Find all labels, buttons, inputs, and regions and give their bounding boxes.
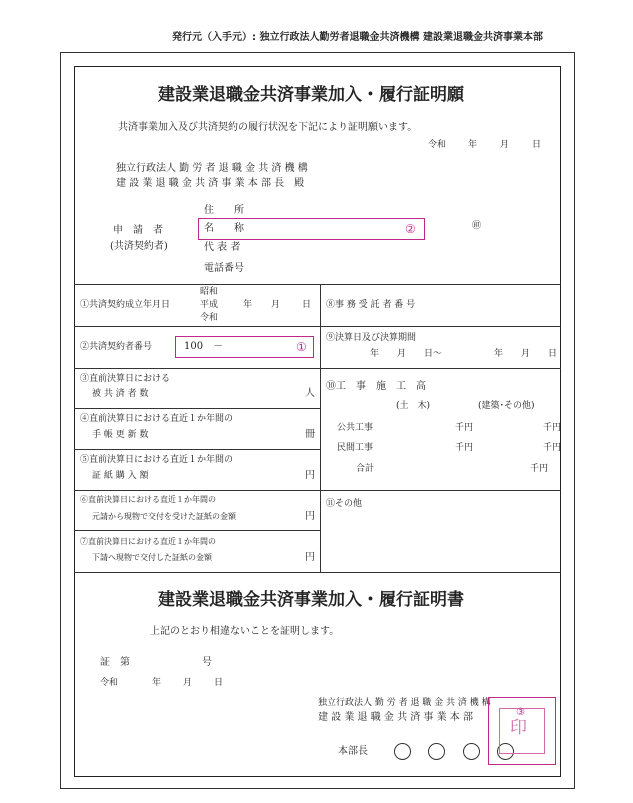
row-divider [74,408,320,409]
field-phone-label: 電話番号 [204,263,244,274]
r9-period-start: 年 月 日〜 [370,349,443,359]
publisher-note: 発行元（入手元）: 独立行政法人勤労者退職金共済機構 建設業退職金共済事業本部 [172,32,543,43]
r5-label-b: 証 紙 購 入 額 [92,471,149,481]
marker-2: ② [405,222,416,236]
r3-label-a: ③直前決算日における [80,374,171,384]
r1-era-reiwa: 令和 [200,313,219,323]
row-divider [74,530,320,531]
r1-month: 月 [271,300,281,310]
certificate-date-day: 日 [214,678,224,688]
r7-label-b: 下請へ現物で交付した証紙の金額 [92,553,212,562]
table-top-line [74,284,561,285]
r9-period-end: 年 月 日 [494,349,558,359]
r4-label-b: 手 帳 更 新 数 [92,430,149,440]
row-divider [74,368,320,369]
certificate-statement: 上記のとおり相違ないことを証明します。 [150,626,340,637]
r1-era-showa: 昭和 [200,287,219,297]
r7-unit: 円 [305,552,315,563]
r5-label-a: ⑤直前決算日における直近１か年間の [80,455,234,465]
r11-label: ⑪その他 [326,499,363,509]
certificate-title: 建設業退職金共済事業加入・履行証明書 [158,590,464,610]
request-date-day: 日 [532,140,542,150]
row-divider [74,326,320,327]
field-representative-label: 代 表 者 [204,242,241,253]
r1-label: ①共済契約成立年月日 [80,300,171,310]
r10-public-civil-unit: 千円 [455,423,474,433]
r10-build-label: (建築･その他) [478,401,535,411]
row-divider [74,490,561,491]
applicant-sub-label: (共済契約者) [110,241,168,252]
r9-label: ⑨決算日及び決算期間 [326,333,417,343]
row-divider [320,368,561,369]
field-name-label: 名 称 [204,223,244,234]
r4-unit: 冊 [305,429,315,440]
r1-year: 年 [243,300,253,310]
r3-label-b: 被 共 済 者 数 [92,389,149,399]
director-label: 本部長 [338,746,368,757]
r10-civil-label: (土 木) [396,401,431,411]
name-field-highlight[interactable] [198,218,425,240]
r7-label-a: ⑦直前決算日における直近１か年間の [80,537,216,546]
certificate-number-label: 証 第 [100,657,130,668]
request-title: 建設業退職金共済事業加入・履行証明願 [158,85,464,105]
name-circle-1 [394,743,411,760]
contract-number-value: 100 － [184,341,224,352]
r10-public-build-unit: 千円 [543,423,562,433]
r10-private-label: 民間工事 [337,443,374,453]
r3-unit: 人 [305,388,315,399]
seal-mark: ㊞ [472,221,482,231]
issuer-line1: 独立行政法人 勤 労 者 退 職 金 共 済 機 構 [318,698,491,708]
row-divider [320,326,561,327]
r6-label-b: 元請から現物で交付を受けた証紙の金額 [92,512,236,521]
r10-total-label: 合計 [356,464,375,474]
r10-total-unit: 千円 [530,464,549,474]
addressee-line1: 独立行政法人 勤 労 者 退 職 金 共 済 機 構 [116,163,308,174]
r6-label-a: ⑥直前決算日における直近１か年間の [80,495,216,504]
r10-private-civil-unit: 千円 [455,443,474,453]
r1-day: 日 [302,300,312,310]
marker-3: ③ [516,707,525,718]
certificate-date-year: 年 [152,678,162,688]
certificate-date-era: 令和 [100,678,119,688]
r6-unit: 円 [305,511,315,522]
table-bottom-line [74,572,561,573]
applicant-label: 申 請 者 [113,225,163,236]
r2-label: ②共済契約者番号 [80,342,153,352]
name-circle-2 [428,743,445,760]
request-date-month: 月 [500,140,510,150]
certificate-date-month: 月 [183,678,193,688]
r8-label: ⑧事 務 受 託 者 番 号 [326,300,416,310]
r4-label-a: ④直前決算日における直近１か年間の [80,414,234,424]
r10-private-build-unit: 千円 [543,443,562,453]
name-circle-3 [463,743,480,760]
r5-unit: 円 [305,470,315,481]
certificate-number-suffix: 号 [202,657,212,668]
row-divider [74,449,320,450]
table-center-divider [320,284,321,572]
r10-label: ⑩工 事 施 工 高 [326,381,426,392]
marker-1: ① [296,340,307,354]
field-address-label: 住 所 [204,205,244,216]
request-date-year: 年 [468,140,478,150]
r1-era-heisei: 平成 [200,300,219,310]
issuer-line2: 建 設 業 退 職 金 共 済 事 業 本 部 [318,712,473,723]
addressee-line2: 建 設 業 退 職 金 共 済 事 業 本 部 長 殿 [116,178,305,189]
r10-public-label: 公共工事 [337,423,374,433]
request-date-era: 令和 [428,140,447,150]
official-stamp-text: 印 [510,718,527,738]
request-intro: 共済事業加入及び共済契約の履行状況を下記により証明願います。 [118,122,418,133]
